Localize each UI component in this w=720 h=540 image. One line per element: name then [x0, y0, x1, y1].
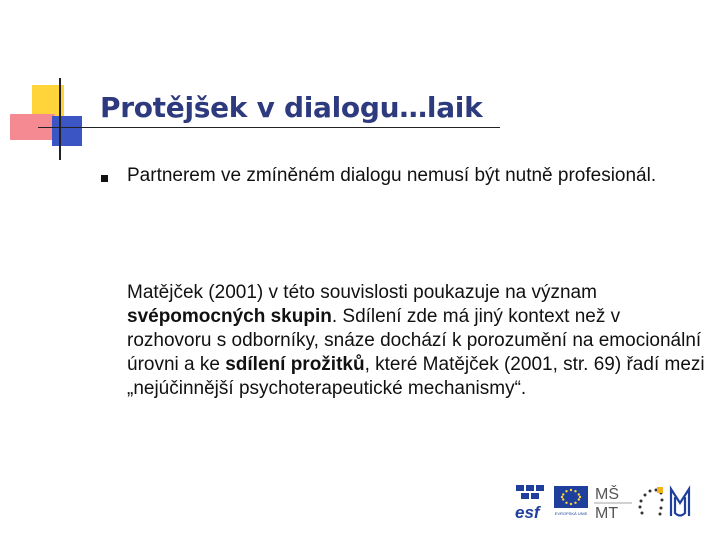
- mu-logo: [668, 483, 692, 521]
- esf-logo: [514, 483, 550, 521]
- msmt-logo-top: MŠ: [595, 486, 619, 503]
- emphasis-sdileni-prozitku: sdílení prožitků: [225, 354, 365, 375]
- bullet-text: Partnerem ve zmíněném dialogu nemusí být nutně profesionál.: [127, 165, 657, 186]
- paragraph-text-3: , které Matějček (2001, str. 69) řadí mezi „nejúčinnější psychoterapeutické mechanismy“.: [127, 354, 705, 399]
- eu-flag-logo: [553, 483, 589, 521]
- emphasis-svepomocnych-skupin: svépomocných skupin: [127, 306, 332, 327]
- bullet-square-icon: [101, 175, 108, 182]
- decor-vertical-line: [59, 78, 61, 160]
- body-paragraph: [127, 281, 707, 401]
- esf-logo-text: esf: [515, 503, 540, 521]
- op-vk-logo: [636, 483, 666, 521]
- msmt-logo: [592, 483, 634, 521]
- decor-horizontal-line: [38, 127, 500, 128]
- eu-flag-caption: EVROPSKÁ UNIE: [554, 511, 588, 516]
- decor-blue-square: [52, 116, 82, 146]
- paragraph-text-2: . Sdílení zde má jiný kontext než v rozhovoru s odborníky, snáze dochází k porozumění na emocionální úrovni a ke: [127, 306, 702, 375]
- msmt-logo-bottom: MT: [595, 505, 619, 521]
- slide-title: Protějšek v dialogu…laik: [100, 91, 483, 124]
- paragraph-text-1: Matějček (2001) v této souvislosti poukazuje na význam: [127, 282, 597, 303]
